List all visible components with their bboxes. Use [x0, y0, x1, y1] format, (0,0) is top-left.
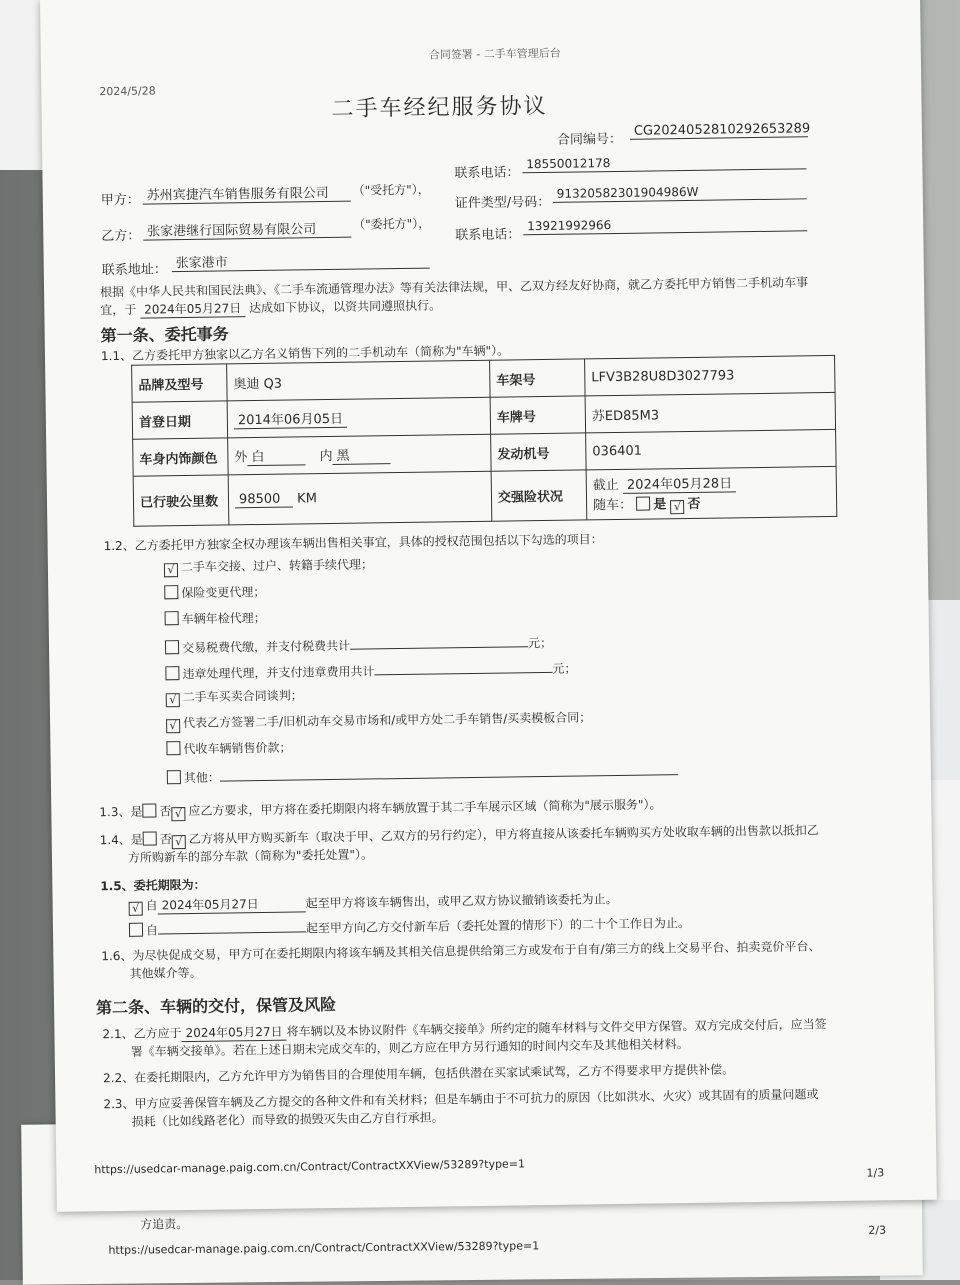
c14-yes-checkbox[interactable] [143, 831, 157, 845]
party-b-name: 张家港继行国际贸易有限公司 [143, 218, 351, 241]
auth-checkbox[interactable] [165, 640, 179, 654]
auth-item [166, 686, 303, 707]
brand-label: 品牌及型号 [132, 364, 228, 402]
term-option-2 [129, 911, 690, 939]
term-1-date: 2024年05月27日 [158, 894, 306, 914]
auth-checkbox[interactable] [164, 585, 178, 599]
clause-1-5-title: 1.5、委托期限为： [100, 877, 206, 894]
intro-date: 2024年05月27日 [140, 299, 245, 318]
clause-2-3-line2: 损耗（比如线路老化）而导致的损毁灭失由乙方自行承担。 [131, 1110, 444, 1129]
footer-url: https://usedcar-manage.paig.com.cn/Contract/ContractXXView/53289?type=1 [94, 1157, 526, 1177]
c13-prefix: 1.3、是 [99, 804, 143, 820]
party-b-id: 91320582301904986W [553, 183, 807, 203]
plate-label: 车牌号 [490, 396, 586, 434]
auth-item [166, 739, 291, 758]
second-page-text: 方追责。 [140, 1216, 189, 1232]
engine-value: 036401 [586, 429, 836, 469]
term-2-text: 起至甲方向乙方交付新车后（委托处置的情形下）的二十个工作日为止。 [305, 916, 691, 936]
term-2-date[interactable] [158, 916, 306, 934]
term-2-prefix: 自 [145, 923, 159, 938]
auth-checkbox[interactable]: √ [164, 563, 178, 577]
party-b-phone: 13921992966 [523, 215, 807, 235]
auth-checkbox[interactable] [165, 666, 179, 680]
mileage-label: 已行驶公里数 [133, 475, 229, 526]
outer-label: 外 [234, 450, 248, 466]
inner-color: 黑 [332, 444, 390, 465]
section-1-title: 第一条、委托事务 [100, 324, 229, 346]
second-page-number: 2/3 [868, 1223, 887, 1237]
c14-mid: 否 [159, 832, 172, 847]
auth-item [164, 583, 265, 601]
auth-item [165, 657, 576, 683]
document-title: 二手车经纪服务协议 [331, 93, 548, 122]
party-a-role: （"受托方"）， [352, 182, 430, 198]
browser-header-title: 合同签署 - 二手车管理后台 [428, 46, 561, 62]
auth-label: 违章处理代理，并支付违章费用共计 [182, 664, 375, 682]
c14-no-checkbox[interactable]: √ [172, 835, 186, 849]
address-label: 联系地址： [101, 262, 167, 279]
outer-color: 白 [247, 445, 305, 466]
c21-line1: 将车辆以及本协议附件《车辆交接单》所约定的随车材料与文件交甲方保管。双方完成交付后，应当签 [286, 1017, 827, 1039]
insurance-label: 交强险状况 [491, 470, 587, 521]
insurance-date: 2024年05月28日 [623, 472, 736, 494]
c21-line2: 署《车辆交接单》。若在上述日期未完成交车的，则乙方应在甲方另行通知的时间内交车及其他相关材料。 [130, 1037, 689, 1059]
c14-line2: 方所购新车的部分车款（简称为"委托处置"）。 [127, 847, 374, 865]
auth-item [167, 759, 678, 786]
inner-label: 内 [319, 448, 333, 465]
violation-amount-field[interactable] [374, 657, 552, 675]
c21-prefix: 2.1、乙方应于 [102, 1026, 182, 1042]
party-a-name: 苏州宾捷汽车销售服务有限公司 [143, 182, 351, 205]
clause-1-1: 1.1、乙方委托甲方独家以乙方名义销售下列的二手机动车（简称为"车辆"）。 [100, 343, 510, 364]
color-label: 车身内饰颜色 [133, 438, 229, 476]
c13-mid: 否 [159, 804, 172, 819]
contract-number: CG2024052810292653289 [630, 121, 808, 139]
page-number: 1/3 [866, 1166, 885, 1180]
auth-label: 交易税费代缴，并支付税费共计 [181, 638, 351, 656]
auth-checkbox[interactable] [166, 741, 180, 755]
term-1-checkbox[interactable]: √ [129, 902, 143, 916]
auth-label: 二手车买卖合同谈判； [182, 688, 303, 705]
clause-1-2: 1.2、乙方委托甲方独家全权办理该车辆出售相关事宜，具体的授权范围包括以下勾选的项目： [103, 532, 603, 554]
party-a-label: 甲方： [100, 192, 140, 209]
phone-label-b: 联系电话： [455, 227, 521, 244]
other-field[interactable] [220, 759, 678, 781]
auth-checkbox[interactable]: √ [166, 693, 180, 707]
auth-label: 二手车交接、过户、转籍手续代理； [180, 557, 374, 575]
id-label: 证件类型/号码： [454, 194, 551, 212]
c14-line1: 乙方将从甲方购买新车（取决于甲、乙双方的另行约定），甲方将直接从该委托车辆购买方处收取车辆的出售款以抵扣乙 [188, 823, 819, 847]
auth-item [165, 631, 552, 656]
term-2-checkbox[interactable] [129, 923, 143, 937]
second-page-url: https://usedcar-manage.paig.com.cn/Contract/ContractXXView/53289?type=1 [108, 1239, 540, 1257]
contract-number-label: 合同编号： [556, 131, 623, 148]
yes-label: 是 [653, 497, 667, 513]
clause-2-3-line1: 2.3、甲方应妥善保管车辆及乙方提交的各种文件和有关材料；但是车辆由于不可抗力的原因（比如洪水、火灾）或其固有的质量问题或 [103, 1087, 819, 1112]
c13-no-checkbox[interactable]: √ [171, 807, 185, 821]
auth-suffix: 元； [527, 635, 553, 651]
c14-prefix: 1.4、是 [99, 832, 143, 848]
with-car-label: 随车： [593, 497, 633, 514]
party-b-role: （"委托方"）， [353, 216, 431, 232]
first-reg-label: 首登日期 [132, 401, 228, 439]
vin-label: 车架号 [490, 359, 586, 397]
clause-1-3 [99, 795, 661, 822]
term-1-text: 起至甲方将该车辆售出，或甲乙双方协议撤销该委托为止。 [305, 892, 618, 911]
vehicle-table [131, 355, 837, 527]
intro-line-1: 根据《中华人民共和国民法典》、《二手车流通管理办法》等有关法律法规，甲、乙双方经友好协商，就乙方委托甲方销售二手机动车事 [99, 275, 809, 300]
auth-item [166, 708, 591, 733]
term-1-prefix: 自 [145, 898, 158, 913]
section-2-title: 第二条、车辆的交付，保管及风险 [95, 994, 337, 1018]
insurance-prefix: 截止 [592, 477, 619, 494]
print-date: 2024/5/28 [99, 84, 156, 99]
tax-amount-field[interactable] [350, 631, 528, 649]
party-b-label: 乙方： [101, 228, 141, 245]
intro-prefix: 宜，于 [100, 302, 137, 318]
yes-checkbox[interactable] [636, 497, 650, 511]
party-a-phone: 18550012178 [522, 153, 806, 173]
auth-suffix: 元； [552, 661, 577, 676]
first-reg-value: 2014年06月05日 [234, 408, 347, 430]
auth-checkbox[interactable] [165, 611, 179, 625]
clause-2-2: 2.2、在委托期限内，乙方允许甲方为销售目的合理使用车辆，包括供潜在买家试乘试驾，乙方不得要求甲方提供补偿。 [102, 1062, 735, 1086]
auth-checkbox[interactable]: √ [166, 719, 180, 733]
mileage-value: 98500 [235, 491, 293, 508]
auth-label: 保险变更代理； [181, 584, 266, 601]
c13-yes-checkbox[interactable] [142, 803, 156, 817]
clause-1-6-line1: 1.6、为尽快促成交易，甲方可在委托期限内将该车辆及其相关信息提供给第三方或发布于自有/第三方的线上交易平台、拍卖竞价平台、 [101, 939, 821, 964]
c13-text: 应乙方要求，甲方将在委托期限内将车辆放置于其二手车展示区域（简称为"展示服务"）。 [188, 797, 662, 819]
brand-value: 奥迪 Q3 [227, 360, 490, 401]
auth-label: 代表乙方签署二手/旧机动车交易市场和/或甲方处二手车销售/买卖模板合同； [183, 710, 592, 731]
phone-label-a: 联系电话： [454, 165, 520, 182]
auth-item [165, 609, 266, 627]
vin-value: LFV3B28U8D3027793 [585, 355, 835, 395]
party-b-address: 张家港市 [172, 249, 430, 273]
mileage-unit: KM [297, 490, 317, 506]
intro-suffix: 达成如下协议，以资共同遵照执行。 [248, 298, 442, 316]
auth-checkbox[interactable] [167, 770, 181, 784]
no-checkbox[interactable]: √ [670, 500, 684, 514]
engine-label: 发动机号 [491, 433, 587, 471]
auth-label: 代收车辆销售价款； [183, 740, 292, 757]
plate-value: 苏ED85M3 [585, 392, 835, 432]
auth-label: 其他： [183, 770, 220, 786]
term-option-1 [129, 890, 618, 916]
clause-1-6-line2: 其他媒介等。 [129, 965, 202, 981]
auth-label: 车辆年检代理； [181, 610, 266, 627]
contract-page [40, 0, 937, 1212]
clause-1-4 [100, 821, 819, 850]
c21-date: 2024年05月27日 [181, 1023, 286, 1042]
no-label: 否 [687, 496, 701, 513]
auth-item [164, 555, 373, 577]
